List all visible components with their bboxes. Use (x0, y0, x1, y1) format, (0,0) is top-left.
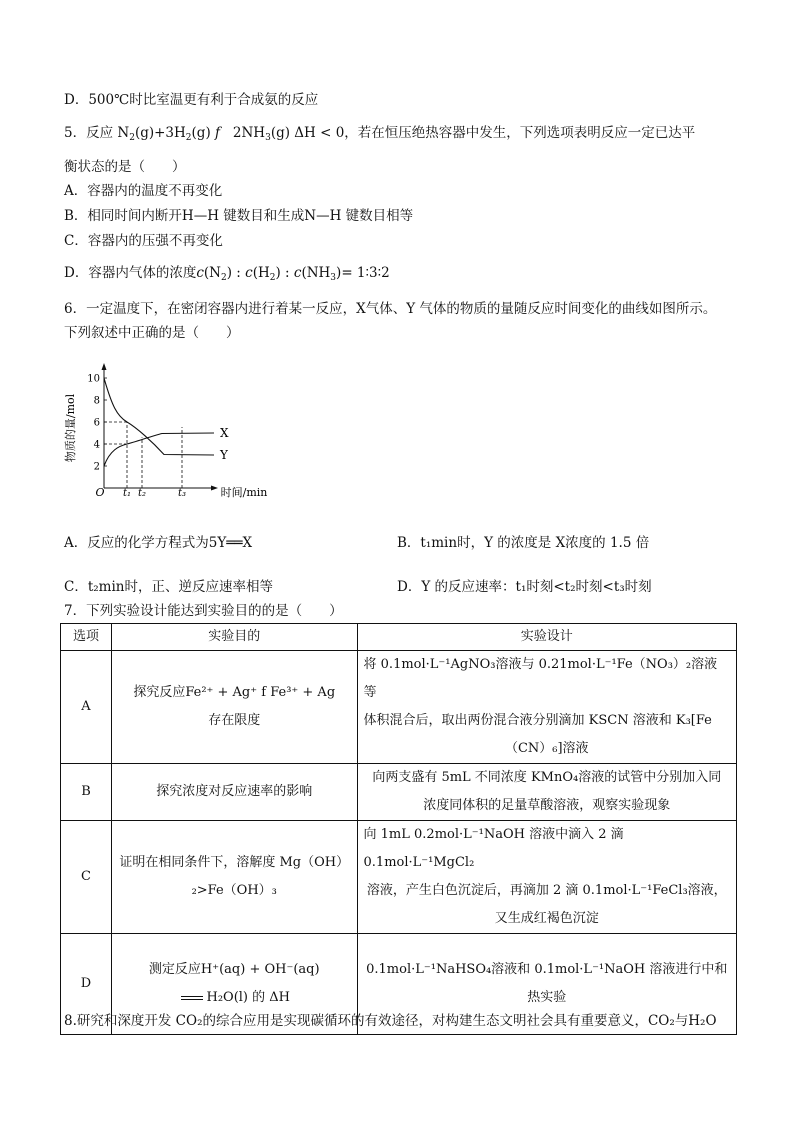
row-design: 将 0.1mol·L⁻¹AgNO₃溶液与 0.21mol·L⁻¹Fe（NO₃）₂溶液等 体积混合后，取出两份混合液分别滴加 KSCN 溶液和 K₃[Fe （CN）₆]溶液 (357, 651, 736, 764)
table-row (61, 764, 737, 821)
row-option: D (61, 934, 112, 1035)
header-design: 实验设计 (357, 624, 736, 651)
row-goal: 探究浓度对反应速率的影响 (111, 764, 357, 821)
equals-arrow-icon (181, 996, 203, 1000)
q5-option-c: C．容器内的压强不再变化 (64, 233, 223, 249)
row-design: 0.1mol·L⁻¹NaHSO₄溶液和 0.1mol·L⁻¹NaOH 溶液进行中和 热实验 (357, 934, 736, 1035)
row-option: C (61, 821, 112, 934)
q5-option-a: A．容器内的温度不再变化 (64, 183, 223, 199)
x-axis-label: 时间/min (220, 486, 268, 499)
q6-stem-line2: 下列叙述中正确的是（ ） (64, 325, 240, 341)
row-goal: 证明在相同条件下，溶解度 Mg（OH） ₂>Fe（OH）₃ (111, 821, 357, 934)
q8-stem: 8.研究和深度开发 CO₂的综合应用是实现碳循环的有效途径，对构建生态文明社会具有重要意义，CO₂与H₂O (64, 1013, 717, 1029)
q5-stem-line1: 5．反应 $N_2(g)+3H_2(g)$ f $2NH_3(g) \Delta H < 0$，若在恒压绝热容器中发生，下列选项表明反应一定已达平 (64, 125, 696, 143)
y-tick-label: 2 (93, 461, 100, 473)
row-option: B (61, 764, 112, 821)
y-axis-label: 物质的量/mol (64, 393, 77, 463)
row-goal: 探究反应Fe²⁺ + Ag⁺ f Fe³⁺ + Ag 存在限度 (111, 651, 357, 764)
q5-equation: $N_2(g)+3H_2(g)$ f $2NH_3(g) \Delta H < 0$ (117, 125, 345, 143)
y-axis-arrow (102, 363, 107, 370)
y-tick-label: 10 (87, 373, 100, 385)
y-tick-label: 4 (93, 439, 100, 451)
x-tick-label: t₁ (122, 488, 132, 499)
table-row (61, 651, 737, 764)
x-axis-arrow (211, 486, 218, 491)
header-goal: 实验目的 (111, 624, 357, 651)
q6-stem-line1: 6．一定温度下，在密闭容器内进行着某一反应，X气体、Y 气体的物质的量随反应时间变化的曲线如图所示。 (64, 301, 717, 317)
q4-option-d: D．500℃时比室温更有利于合成氨的反应 (64, 92, 319, 108)
q6-option-a: A．反应的化学方程式为5Y══X (64, 535, 253, 551)
q6-option-c: C．t₂min时，正、逆反应速率相等 (64, 579, 273, 595)
y-tick-label: 6 (93, 417, 100, 429)
q5-stem-line2: 衡状态的是（ ） (64, 159, 186, 175)
q7-stem: 7．下列实验设计能达到实验目的的是（ ） (64, 603, 343, 619)
q5-option-b: B．相同时间内断开H—H 键数目和生成N—H 键数目相等 (64, 208, 414, 224)
row-option: A (61, 651, 112, 764)
header-option: 选项 (61, 624, 112, 651)
table-row (61, 821, 737, 934)
q7-table (60, 623, 737, 1035)
origin-label: O (95, 486, 105, 499)
row-design: 向 1mL 0.2mol·L⁻¹NaOH 溶液中滴入 2 滴 0.1mol·L⁻¹MgCl₂ 溶液，产生白色沉淀后，再滴加 2 滴 0.1mol·L⁻¹FeCl₃溶液， 又生成红褐色沉淀 (357, 821, 736, 934)
series-y-label: Y (220, 448, 228, 462)
x-tick-label: t₃ (177, 488, 187, 499)
q5-option-d: D．容器内气体的浓度$c(N_2)$ : $c(H_2)$ : $c(NH_3)=$ 1∶3∶2 (64, 265, 390, 283)
series-y-line (104, 378, 214, 455)
x-tick-label: t₂ (137, 488, 147, 499)
row-goal: 测定反应H⁺(aq) + OH⁻(aq) H₂O(l) 的 ΔH (111, 934, 357, 1035)
q6-graph (64, 362, 284, 502)
series-x-label: X (220, 426, 229, 440)
q6-option-b: B．t₁min时，Y 的浓度是 X浓度的 1.5 倍 (397, 535, 650, 551)
row-design: 向两支盛有 5mL 不同浓度 KMnO₄溶液的试管中分别加入同 浓度同体积的足量草酸溶液，观察实验现象 (357, 764, 736, 821)
y-tick-label: 8 (93, 395, 100, 407)
q6-option-d: D．Y 的反应速率：t₁时刻<t₂时刻<t₃时刻 (397, 579, 652, 595)
